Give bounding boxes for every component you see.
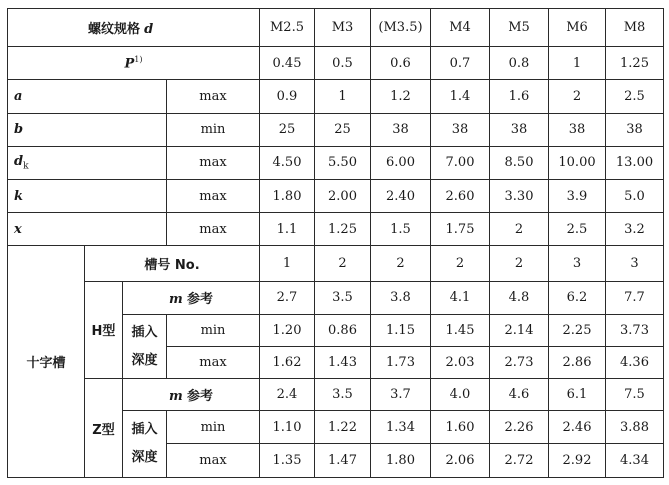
table-cell: 1.5: [371, 213, 431, 246]
table-cell: 10.00: [549, 146, 606, 179]
table-cell: 1.25: [315, 213, 371, 246]
size-header: M2.5: [260, 9, 315, 47]
table-cell: 1.80: [371, 443, 431, 477]
table-cell: 1.45: [431, 314, 490, 346]
table-cell: 1.20: [260, 314, 315, 346]
table-cell: 1.73: [371, 347, 431, 379]
table-cell: 38: [490, 113, 549, 146]
table-cell: 3.5: [315, 281, 371, 314]
thread-spec-label-cell: [8, 9, 260, 47]
table-cell: 2.00: [315, 180, 371, 213]
size-header: M6: [549, 9, 606, 47]
row-label-dk: $d_k$: [8, 146, 167, 179]
table-cell: 2.4: [260, 379, 315, 411]
slot-no-label: 槽号 No.: [85, 246, 260, 281]
table-cell: 3.9: [549, 180, 606, 213]
table-cell: 1: [549, 47, 606, 80]
table-cell: 2.40: [371, 180, 431, 213]
table-cell: 8.50: [490, 146, 549, 179]
table-cell: 25: [260, 113, 315, 146]
size-header: M3: [315, 9, 371, 47]
table-cell: 2.7: [260, 281, 315, 314]
qualifier-cell: min: [167, 113, 260, 146]
row-label-x: x: [8, 213, 167, 246]
table-cell: 1.47: [315, 443, 371, 477]
table-cell: 2: [371, 246, 431, 281]
table-row-slot-no: [8, 246, 664, 281]
table-cell: 2.03: [431, 347, 490, 379]
z-type-label: Z型: [85, 379, 123, 478]
size-header: M5: [490, 9, 549, 47]
table-cell: 2: [431, 246, 490, 281]
table-cell: 0.8: [490, 47, 549, 80]
z-m-ref-label: m 参考: [123, 379, 260, 411]
table-cell: 2: [315, 246, 371, 281]
row-label-k: k: [8, 180, 167, 213]
table-cell: 2.5: [606, 80, 664, 113]
table-cell: 4.8: [490, 281, 549, 314]
table-cell: 2: [490, 213, 549, 246]
qualifier-cell: max: [167, 443, 260, 477]
table-row-a: [8, 80, 664, 113]
qualifier-cell: min: [167, 411, 260, 443]
screw-dimension-table: [7, 8, 664, 478]
table-cell: 1.15: [371, 314, 431, 346]
table-cell: 1: [315, 80, 371, 113]
table-cell: 3.30: [490, 180, 549, 213]
table-cell: 1: [260, 246, 315, 281]
qualifier-cell: max: [167, 213, 260, 246]
table-cell: 0.5: [315, 47, 371, 80]
table-cell: 7.5: [606, 379, 664, 411]
table-cell: 6.1: [549, 379, 606, 411]
table-cell: 3: [549, 246, 606, 281]
z-insertion-depth-label: 插入 深度: [123, 411, 167, 478]
table-cell: 2.26: [490, 411, 549, 443]
table-cell: 38: [431, 113, 490, 146]
table-cell: 0.9: [260, 80, 315, 113]
table-cell: 1.60: [431, 411, 490, 443]
h-type-label: H型: [85, 281, 123, 379]
table-cell: 4.6: [490, 379, 549, 411]
table-row-x: [8, 213, 664, 246]
qualifier-cell: max: [167, 347, 260, 379]
table-cell: 6.2: [549, 281, 606, 314]
table-cell: 2.46: [549, 411, 606, 443]
table-cell: 1.75: [431, 213, 490, 246]
table-cell: 1.2: [371, 80, 431, 113]
h-m-ref-label: m 参考: [123, 281, 260, 314]
cross-recess-label: 十字槽: [8, 246, 85, 478]
table-cell: 2.73: [490, 347, 549, 379]
table-cell: 1.10: [260, 411, 315, 443]
thread-spec-var: d: [144, 22, 154, 38]
table-cell: 4.34: [606, 443, 664, 477]
table-cell: 1.22: [315, 411, 371, 443]
table-cell: 1.35: [260, 443, 315, 477]
table-cell: 3.8: [371, 281, 431, 314]
row-label-b: b: [8, 113, 167, 146]
table-cell: 4.1: [431, 281, 490, 314]
table-cell: 3.88: [606, 411, 664, 443]
table-cell: 5.50: [315, 146, 371, 179]
table-cell: 25: [315, 113, 371, 146]
table-cell: 38: [371, 113, 431, 146]
row-label-a: a: [8, 80, 167, 113]
table-cell: 2.25: [549, 314, 606, 346]
table-cell: 6.00: [371, 146, 431, 179]
table-cell: 3: [606, 246, 664, 281]
table-cell: 13.00: [606, 146, 664, 179]
table-cell: 0.86: [315, 314, 371, 346]
table-cell: 2: [549, 80, 606, 113]
size-header: (M3.5): [371, 9, 431, 47]
table-cell: 2.86: [549, 347, 606, 379]
table-cell: 38: [606, 113, 664, 146]
table-cell: 2.92: [549, 443, 606, 477]
table-cell: 2.14: [490, 314, 549, 346]
table-row-dk: [8, 146, 664, 179]
header-row: [8, 9, 664, 47]
table-cell: 0.7: [431, 47, 490, 80]
qualifier-cell: max: [167, 180, 260, 213]
table-cell: 1.34: [371, 411, 431, 443]
table-cell: 38: [549, 113, 606, 146]
table-cell: 7.00: [431, 146, 490, 179]
qualifier-cell: max: [167, 146, 260, 179]
table-cell: 2.72: [490, 443, 549, 477]
thread-spec-label: 螺纹规格: [88, 22, 141, 38]
table-cell: 4.50: [260, 146, 315, 179]
table-cell: 3.7: [371, 379, 431, 411]
h-insertion-depth-label: 插入 深度: [123, 314, 167, 378]
table-cell: 0.45: [260, 47, 315, 80]
table-row-z-m: [8, 379, 664, 411]
size-header: M4: [431, 9, 490, 47]
table-cell: 2.5: [549, 213, 606, 246]
table-cell: 1.1: [260, 213, 315, 246]
table-cell: 3.5: [315, 379, 371, 411]
table-cell: 3.73: [606, 314, 664, 346]
table-cell: 2.06: [431, 443, 490, 477]
size-header: M8: [606, 9, 664, 47]
table-cell: 0.6: [371, 47, 431, 80]
table-row-b: [8, 113, 664, 146]
table-cell: 1.43: [315, 347, 371, 379]
table-cell: 7.7: [606, 281, 664, 314]
table-cell: 1.80: [260, 180, 315, 213]
table-cell: 1.25: [606, 47, 664, 80]
table-row-p: [8, 47, 664, 80]
table-cell: 4.0: [431, 379, 490, 411]
table-cell: 1.6: [490, 80, 549, 113]
table-cell: 3.2: [606, 213, 664, 246]
table-cell: 2.60: [431, 180, 490, 213]
table-cell: 2: [490, 246, 549, 281]
table-row-k: [8, 180, 664, 213]
qualifier-cell: min: [167, 314, 260, 346]
qualifier-cell: max: [167, 80, 260, 113]
table-cell: 5.0: [606, 180, 664, 213]
table-row-h-m: [8, 281, 664, 314]
table-cell: 4.36: [606, 347, 664, 379]
table-cell: 1.62: [260, 347, 315, 379]
table-cell: 1.4: [431, 80, 490, 113]
row-label-p: $P^{1)}$: [8, 47, 260, 80]
